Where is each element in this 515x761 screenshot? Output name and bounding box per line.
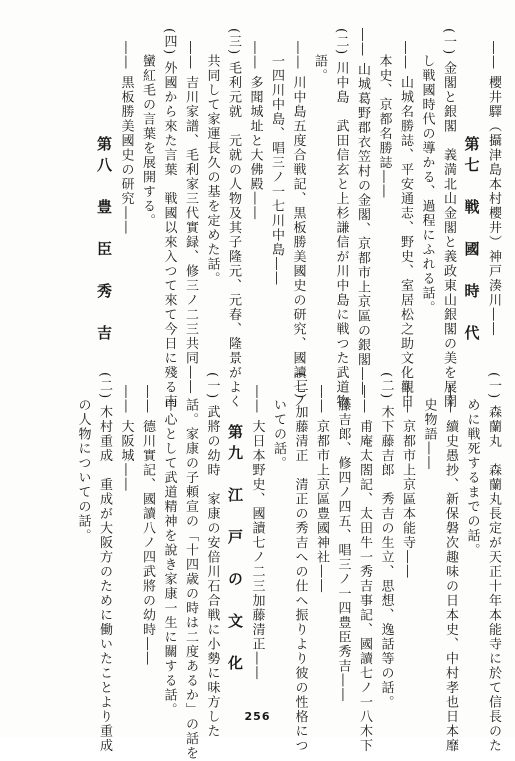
text-column: ―― 櫻井驛（攝津島本村櫻井）神戸湊川―― [486, 41, 501, 337]
text-column: いての話。 [271, 398, 286, 471]
text-column: ―― 大日本野史、國讀七ノ二三加藤清正―― [249, 385, 265, 681]
text-column: (一) 金閣と銀閣 義満北山金閣と義政東山銀閣の美を展開 [441, 28, 456, 410]
text-column: (一) 森蘭丸 森蘭丸長定が天正十年本能寺に於て信長のた [486, 372, 501, 754]
text-column: (二) 木下藤吉郎 秀吉の生立、思想、逸話等の話。 [378, 372, 394, 710]
text-column: ―― 黒板勝美國史の研究―― [118, 41, 134, 236]
text-column: ―― 京都市上京區本能寺―― [400, 385, 415, 580]
text-column: ―― 川中島五度合戦記、黒板勝美國史の研究、國讀七ノ [290, 41, 306, 410]
text-column: ―― 山城葛野郡衣笠村の金閣、京都市上京區の銀閣―― [355, 28, 370, 397]
upper-text-block [55, 28, 501, 410]
text-column: ―― 山城名勝誌、平安通志、野史、室居松之助文化觀日 [398, 41, 413, 410]
text-column: し戦國時代の導かる、過程にふれる話。 [419, 54, 435, 315]
text-column: ―― 多聞城址と大佛殿―― [247, 41, 263, 221]
text-column: (四) 外國から來た言葉 戦國以來入つて來て今日に殘る南 [161, 28, 177, 410]
chapter-heading: 第八 豊 臣 秀 吉 [95, 136, 113, 346]
text-column: (三) 加藤清正 清正の秀吉への仕へ振りより彼の性格につ [292, 372, 308, 754]
text-column: ―― 吉川家譜、毛利家三代實録、修三ノ二三共同―― [183, 41, 198, 395]
chapter-heading: 第九 江 戸 の 文 化 [226, 424, 244, 676]
text-column: 中心として武道精神を說き家康一生に關する話。 [161, 398, 177, 717]
text-column: (二) 木村重成 重成が大阪方のために働いたことより重成 [97, 372, 112, 754]
text-column: の人物についての話。 [75, 398, 91, 543]
text-column: 蠻紅毛の言葉を展開する。 [140, 54, 155, 228]
text-column: ―― 大阪城―― [118, 385, 134, 493]
text-column: ―― 甫庵太閤記、太田牛一秀吉事記、國讀七ノ一八木下 [357, 385, 372, 754]
text-column: ―― 京都市上京區豊國神社―― [314, 385, 329, 594]
text-column: 藤吉郎、修四ノ四五、唱三ノ一四豊臣秀吉―― [335, 398, 351, 703]
text-column: ―― 德川實記、國讀八ノ四武將の幼時―― [140, 385, 155, 667]
text-column: (二) 川中島 武田信玄と上杉謙信が川中島に戦つた武道物 [333, 28, 349, 410]
chapter-heading: 第七 戦 國 時 代 [462, 136, 481, 346]
text-column: ―― 續史愚抄、新保磐次趣味の日本史、中村孝也日本靡 [443, 385, 458, 754]
text-column: 話。家康の子頼宣の「十四歳の時は二度あるか」の話を [183, 398, 198, 761]
text-column: (三) 毛利元就 元就の人物及其子隆元、元春、隆景がよく [226, 28, 241, 410]
text-column: 語。 [312, 54, 327, 83]
text-column: 史物語―― [421, 398, 437, 471]
text-column: (一) 武將の幼時 家康の安倍川石合戦に小勢に味方した [204, 372, 220, 739]
text-column: 本史、京都名勝誌―― [376, 54, 392, 199]
page-number: 256 [244, 710, 271, 723]
text-column: 共同して家運長久の基を定めた話。 [204, 54, 220, 286]
text-column: 一四川中島、唱三ノ一七川中島―― [269, 54, 284, 286]
text-column: めに戦死するまでの話。 [464, 398, 480, 558]
